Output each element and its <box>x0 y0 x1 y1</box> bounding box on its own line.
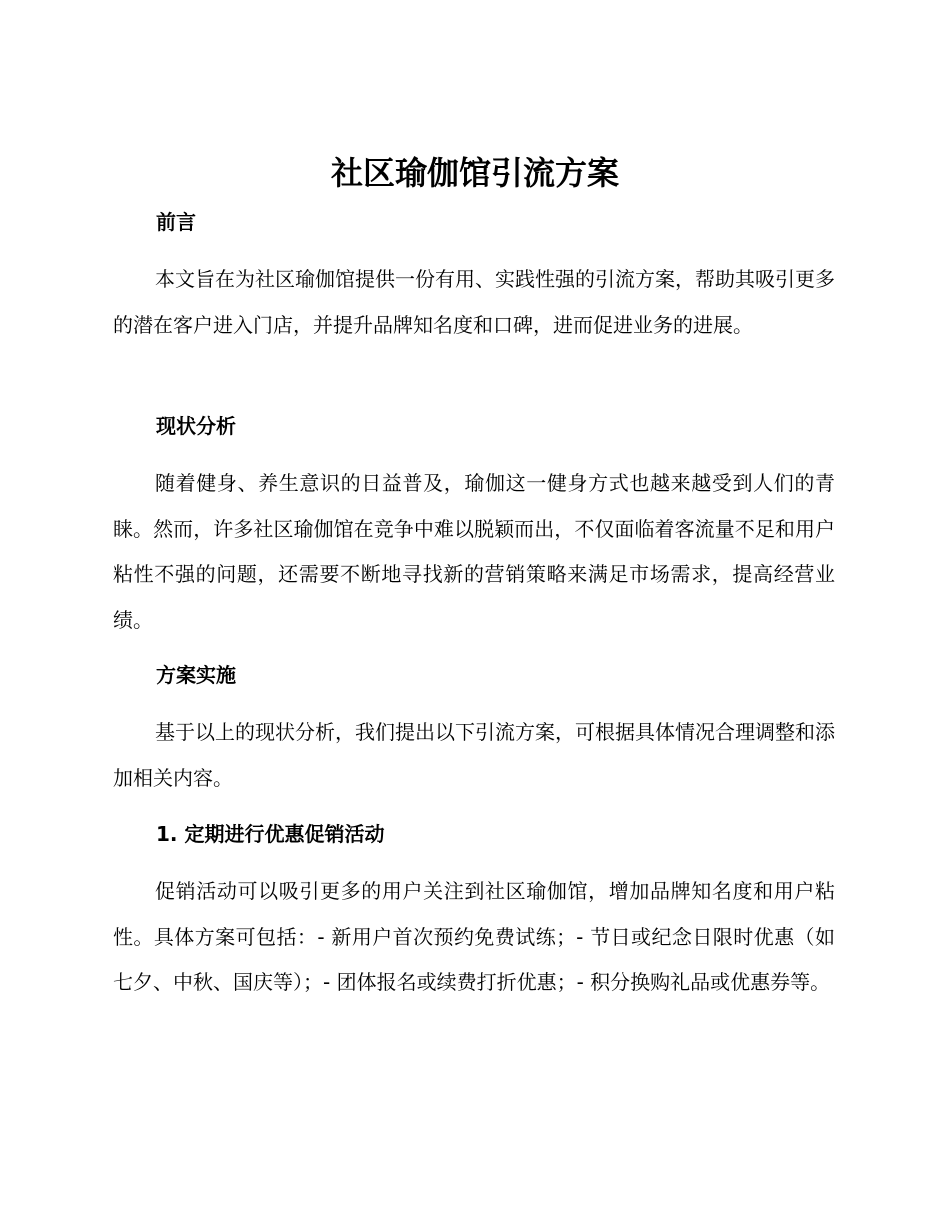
section-heading-promotions: 1. 定期进行优惠促销活动 <box>156 822 385 846</box>
section-body-status-analysis: 随着健身、养生意识的日益普及，瑜伽这一健身方式也越来越受到人们的青睐。然而，许多社区瑜伽馆在竞争中难以脱颖而出，不仅面临着客流量不足和用户粘性不强的问题，还需要不断地寻找新的营销策略来满足市场需求，提高经营业绩。 <box>113 471 835 632</box>
document-title: 社区瑜伽馆引流方案 <box>330 154 619 192</box>
section-body-promotions: 促销活动可以吸引更多的用户关注到社区瑜伽馆，增加品牌知名度和用户粘性。具体方案可包括：- 新用户首次预约免费试练；- 节日或纪念日限时优惠（如七夕、中秋、国庆等）；- 团体报名或续费打折优惠；- 积分换购礼品或优惠券等。 <box>113 879 835 994</box>
section-heading-preface: 前言 <box>156 210 196 234</box>
section-body-preface: 本文旨在为社区瑜伽馆提供一份有用、实践性强的引流方案，帮助其吸引更多的潜在客户进入门店，并提升品牌知名度和口碑，进而促进业务的进展。 <box>113 267 835 337</box>
section-body-implementation: 基于以上的现状分析，我们提出以下引流方案，可根据具体情况合理调整和添加相关内容。 <box>113 720 835 790</box>
section-heading-status-analysis: 现状分析 <box>156 414 236 438</box>
section-heading-implementation: 方案实施 <box>156 663 236 687</box>
